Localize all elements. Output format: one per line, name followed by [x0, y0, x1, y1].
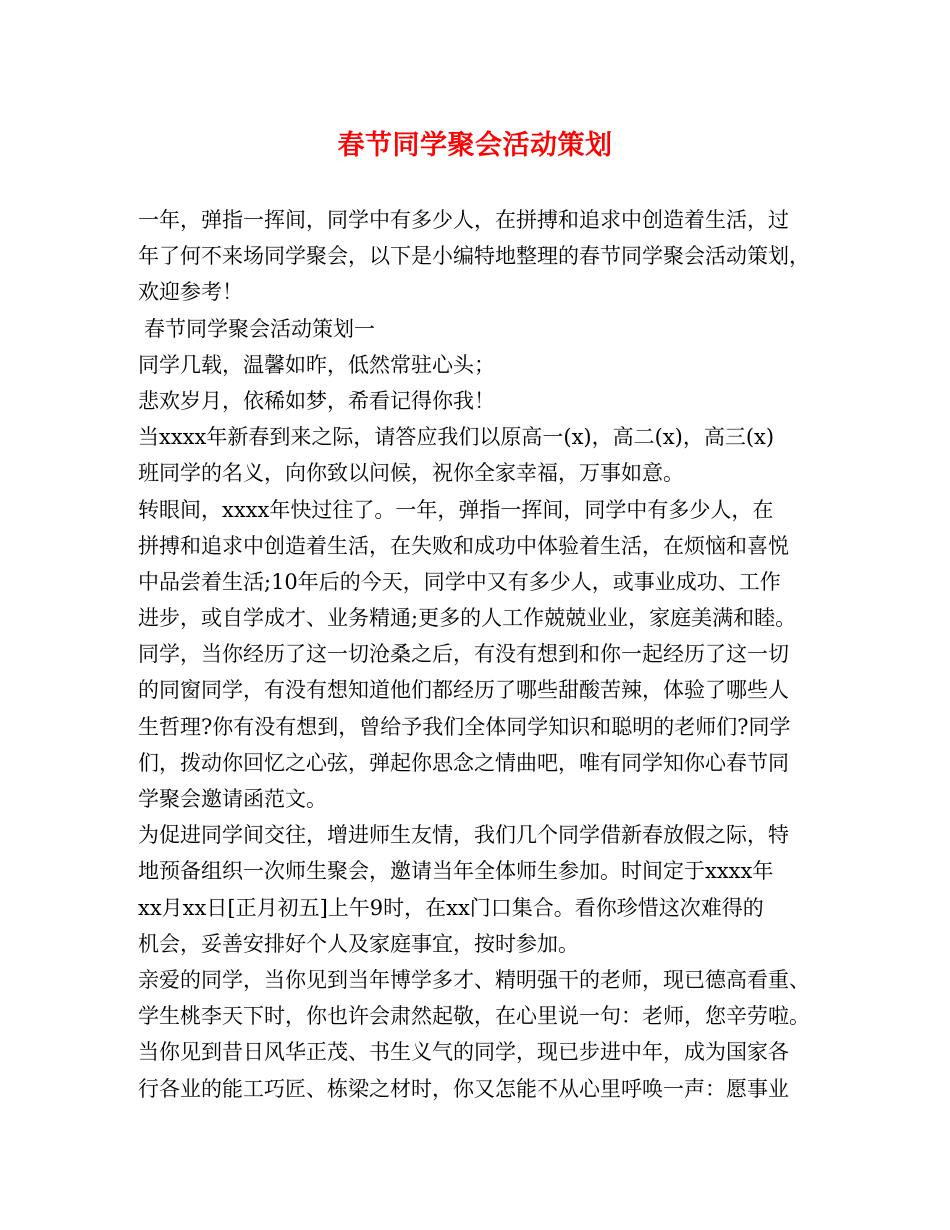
paragraph-line: 们，拨动你回忆之心弦，弹起你思念之情曲吧，唯有同学知你心春节同: [138, 750, 789, 775]
paragraph-line: 生哲理?你有没有想到，曾给予我们全体同学知识和聪明的老师们?同学: [138, 714, 791, 739]
paragraph-line: 地预备组织一次师生聚会，邀请当年全体师生参加。时间定于xxxx年: [138, 859, 774, 884]
paragraph-line: 同学，当你经历了这一切沧桑之后，有没有想到和你一起经历了这一切: [138, 642, 789, 667]
paragraph-line: 年了何不来场同学聚会，以下是小编特地整理的春节同学聚会活动策划，: [138, 244, 810, 269]
paragraph-line: 拼搏和追求中创造着生活，在失败和成功中体验着生活，在烦恼和喜悦: [138, 533, 789, 558]
document-body: [138, 202, 818, 1107]
paragraph-line: 悲欢岁月，依稀如梦，希看记得你我！: [138, 388, 495, 413]
paragraph-line: xx月xx日[正月初五]上午9时，在xx门口集合。看你珍惜这次难得的: [138, 895, 764, 920]
paragraph-line: 进步，或自学成才、业务精通;更多的人工作兢兢业业，家庭美满和睦。: [138, 606, 797, 631]
paragraph-line: 学聚会邀请函范文。: [138, 787, 327, 811]
paragraph-line: 机会，妥善安排好个人及家庭事宜，按时参加。: [138, 931, 579, 956]
paragraph-line: 欢迎参考！: [138, 280, 243, 305]
paragraph-line: 班同学的名义，向你致以问候，祝你全家幸福，万事如意。: [138, 461, 684, 486]
paragraph-line: 当xxxx年新春到来之际，请答应我们以原高一(x)，高二(x)，高三(x): [138, 425, 775, 450]
paragraph-line: 转眼间，xxxx年快过往了。一年，弹指一挥间，同学中有多少人，在: [138, 497, 774, 522]
paragraph-line: 同学几载，温馨如昨，低然常驻心头；: [138, 352, 495, 377]
paragraph-line: 一年，弹指一挥间，同学中有多少人，在拼搏和追求中创造着生活，过: [138, 208, 789, 232]
paragraph-line: 行各业的能工巧匠、栋梁之材时，你又怎能不从心里呼唤一声：愿事业: [138, 1076, 789, 1101]
paragraph-line: 中品尝着生活;10年后的今天，同学中又有多少人，或事业成功、工作: [138, 569, 781, 594]
paragraph-line: 亲爱的同学，当你见到当年博学多才、精明强干的老师，现已德高看重、: [138, 967, 810, 992]
paragraph-line: 学生桃李天下时，你也许会肃然起敬，在心里说一句：老师，您辛劳啦。: [138, 1004, 810, 1029]
paragraph-line: 当你见到昔日风华正茂、书生义气的同学，现已步进中年，成为国家各: [138, 1040, 789, 1065]
document-title: 春节同学聚会活动策划: [337, 130, 613, 161]
paragraph-line: 为促进同学间交往，增进师生友情，我们几个同学借新春放假之际，特: [138, 823, 789, 848]
paragraph-line: 的同窗同学，有没有想知道他们都经历了哪些甜酸苦辣，体验了哪些人: [138, 678, 789, 703]
section-heading: 春节同学聚会活动策划一: [144, 316, 375, 341]
